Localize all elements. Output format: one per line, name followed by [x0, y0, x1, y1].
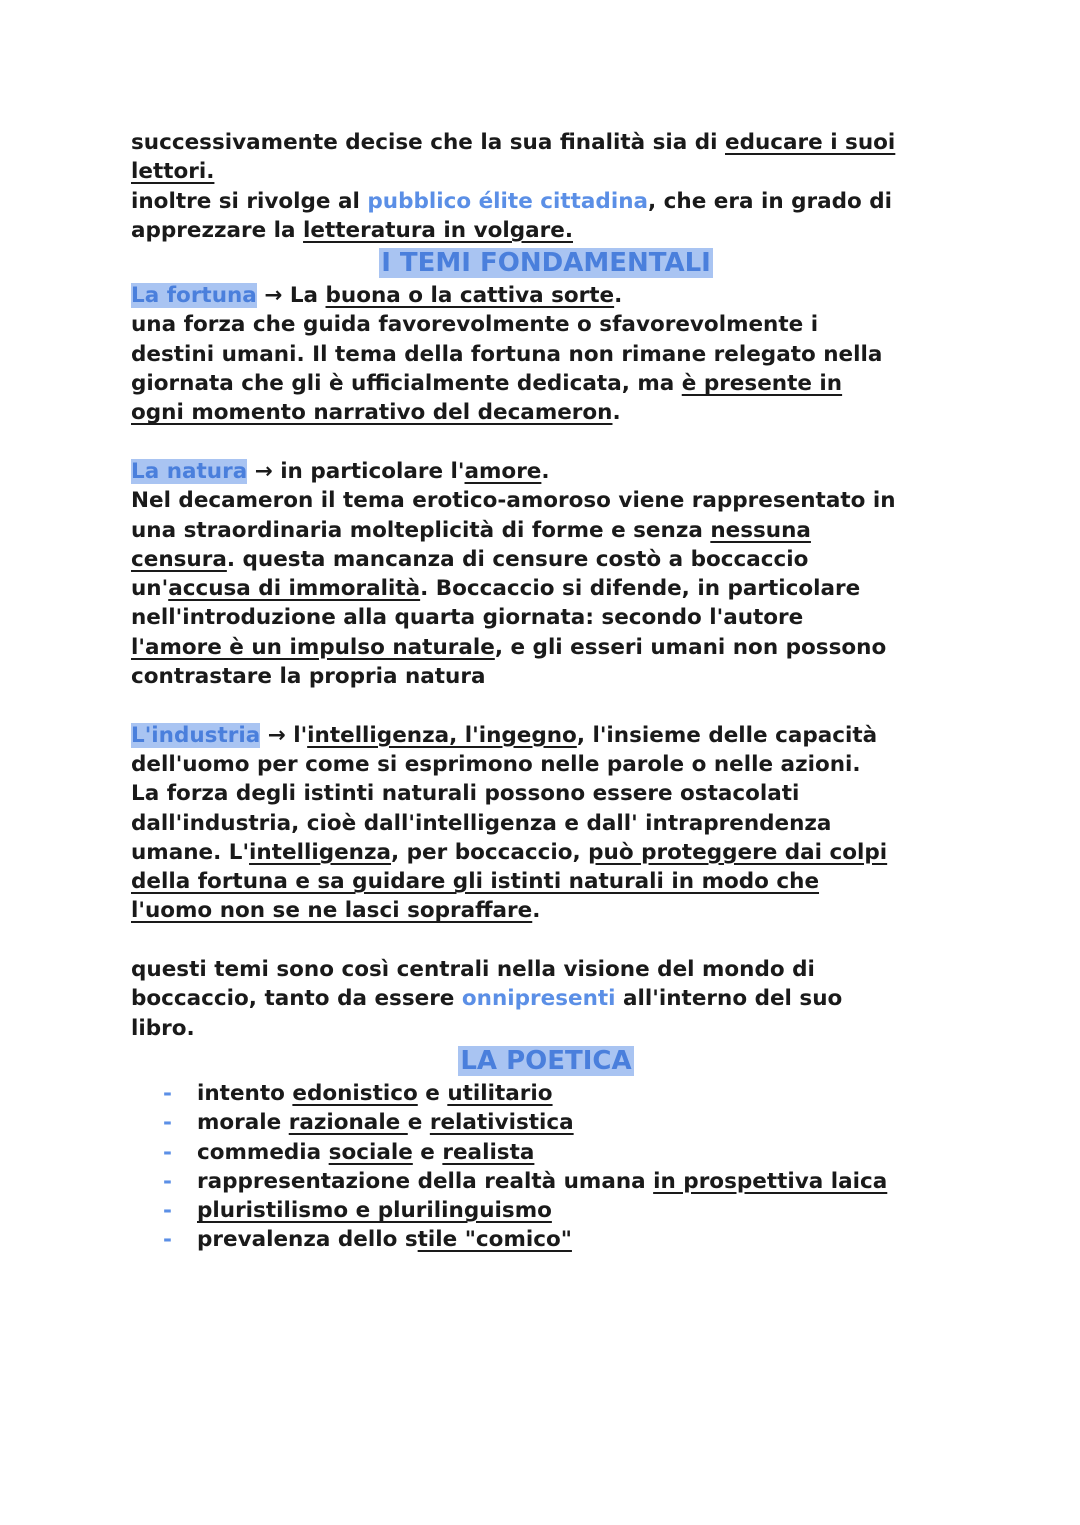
- text: una straordinaria molteplicità di forme e senza: [131, 517, 711, 543]
- blue-text: pubblico élite cittadina: [367, 188, 649, 214]
- highlighted-term: L'industria: [131, 722, 261, 748]
- dash-bullet: -: [163, 1198, 172, 1224]
- text: prevalenza dello s: [197, 1227, 418, 1253]
- section-heading-poetica: [131, 1043, 961, 1079]
- section-heading-temi: [131, 245, 961, 281]
- text-line: [131, 216, 961, 245]
- text: questi temi sono così centrali nella visione del mondo di: [131, 957, 815, 983]
- text-line: [131, 984, 961, 1013]
- text: nell'introduzione alla quarta giornata: secondo l'autore: [131, 605, 804, 631]
- text: rappresentazione della realtà umana: [197, 1168, 654, 1194]
- highlighted-term: La natura: [131, 458, 248, 484]
- text: , per boccaccio,: [391, 839, 589, 865]
- text: dell'uomo per come si esprimono nelle parole o nelle azioni.: [131, 751, 861, 777]
- dash-bullet: -: [163, 1110, 172, 1136]
- text-line: [131, 310, 961, 339]
- underlined-text: razionale: [288, 1110, 408, 1136]
- underlined-text: letteratura in volgare.: [303, 217, 573, 243]
- underlined-text: sociale: [328, 1139, 413, 1165]
- underlined-text: pluristilismo e plurilinguismo: [197, 1198, 552, 1224]
- blue-text: onnipresenti: [461, 986, 616, 1012]
- underlined-text: intelligenza, l'ingegno: [307, 722, 577, 748]
- text-line: [131, 721, 961, 750]
- text: , e gli esseri umani non possono: [494, 634, 887, 660]
- list-item: [163, 1196, 961, 1225]
- text: dall'industria, cioè dall'intelligenza e dall' intraprendenza: [131, 810, 832, 836]
- text: all'interno del suo: [615, 986, 843, 1012]
- text: e: [417, 1080, 448, 1106]
- text-line: [131, 545, 961, 574]
- text-line: [131, 398, 961, 427]
- text: giornata che gli è ufficialmente dedicata, ma: [131, 371, 682, 397]
- dash-bullet: -: [163, 1227, 172, 1253]
- text: intento: [197, 1080, 293, 1106]
- text-line: [131, 896, 961, 925]
- text: .: [532, 898, 541, 924]
- dash-bullet: -: [163, 1168, 172, 1194]
- text: successivamente decise che la sua finalità sia di: [131, 130, 725, 155]
- text-line: [131, 340, 961, 369]
- spacer: [131, 428, 961, 457]
- text-line: [131, 838, 961, 867]
- underlined-text: censura: [131, 546, 227, 572]
- underlined-text: utilitario: [447, 1080, 553, 1106]
- spacer: [131, 691, 961, 720]
- text: boccaccio, tanto da essere: [131, 986, 462, 1012]
- text: contrastare la propria natura: [131, 664, 486, 690]
- text-line: [131, 369, 961, 398]
- text-line: [131, 662, 961, 691]
- text-line: [131, 281, 961, 310]
- underlined-text: educare i suoi: [725, 130, 896, 155]
- text: , che era in grado di: [648, 188, 893, 214]
- underlined-text: edonistico: [292, 1080, 418, 1106]
- heading-text: LA POETICA: [460, 1045, 632, 1076]
- highlighted-term: La fortuna: [131, 283, 257, 309]
- text-line: [131, 128, 961, 157]
- text: apprezzare la: [131, 217, 304, 243]
- dash-bullet: -: [163, 1139, 172, 1165]
- text-line: [131, 574, 961, 603]
- underlined-text: tile "comico": [417, 1227, 572, 1253]
- text: morale: [197, 1110, 289, 1136]
- underlined-text: accusa di immoralità: [168, 576, 421, 602]
- text-line: [131, 955, 961, 984]
- text: . Boccaccio si difende, in particolare: [420, 576, 861, 602]
- arrow-text: → in particolare l': [247, 458, 465, 484]
- text-line: [131, 809, 961, 838]
- text: umane. L': [131, 839, 250, 865]
- underlined-text: amore: [464, 458, 542, 484]
- text: .: [614, 283, 623, 309]
- arrow-text: → La: [256, 283, 326, 309]
- text-line: [131, 516, 961, 545]
- text: . questa mancanza di censure costò a boccaccio: [226, 546, 809, 572]
- underlined-text: nessuna: [710, 517, 811, 543]
- underlined-text: l'amore è un impulso naturale: [131, 634, 495, 660]
- list-item: [163, 1225, 961, 1254]
- text-line: [131, 486, 961, 515]
- note-body: [131, 128, 961, 1255]
- poetica-list: [131, 1079, 961, 1255]
- underlined-text: ogni momento narrativo del decameron: [131, 400, 613, 426]
- text: commedia: [197, 1139, 329, 1165]
- underlined-text: buona o la cattiva sorte: [325, 283, 615, 309]
- list-item: [163, 1079, 961, 1108]
- text: .: [612, 400, 621, 426]
- text-line: [131, 779, 961, 808]
- text: e: [412, 1139, 443, 1165]
- text: , l'insieme delle capacità: [576, 722, 878, 748]
- underlined-text: lettori.: [131, 159, 215, 185]
- text-line: [131, 603, 961, 632]
- text: un': [131, 576, 169, 602]
- text: Nel decameron il tema erotico-amoroso viene rappresentato in: [131, 488, 896, 514]
- text-line: [131, 457, 961, 486]
- text: e: [407, 1110, 430, 1136]
- text: destini umani. Il tema della fortuna non rimane relegato nella: [131, 341, 883, 367]
- underlined-text: è presente in: [681, 371, 843, 397]
- list-item: [163, 1167, 961, 1196]
- text-line: [131, 867, 961, 896]
- spacer: [131, 926, 961, 955]
- text: libro.: [131, 1015, 195, 1041]
- heading-text: I TEMI FONDAMENTALI: [381, 248, 711, 279]
- list-item: [163, 1108, 961, 1137]
- dash-bullet: -: [163, 1080, 172, 1106]
- underlined-text: in prospettiva laica: [653, 1168, 888, 1194]
- list-item: [163, 1138, 961, 1167]
- text: una forza che guida favorevolmente o sfavorevolmente i: [131, 312, 819, 338]
- underlined-text: l'uomo non se ne lasci sopraffare: [131, 898, 533, 924]
- text-line: [131, 750, 961, 779]
- text-line: [131, 1014, 961, 1043]
- underlined-text: realista: [442, 1139, 535, 1165]
- underlined-text: può proteggere dai colpi: [588, 839, 888, 865]
- arrow-text: → l': [260, 722, 308, 748]
- text-line: [131, 187, 961, 216]
- text-line: [131, 633, 961, 662]
- text-line: [131, 157, 961, 186]
- underlined-text: intelligenza: [249, 839, 391, 865]
- underlined-text: relativistica: [429, 1110, 574, 1136]
- text: La forza degli istinti naturali possono essere ostacolati: [131, 781, 800, 807]
- underlined-text: della fortuna e sa guidare gli istinti naturali in modo che: [131, 869, 820, 895]
- text: inoltre si rivolge al: [131, 188, 368, 214]
- text: .: [541, 458, 550, 484]
